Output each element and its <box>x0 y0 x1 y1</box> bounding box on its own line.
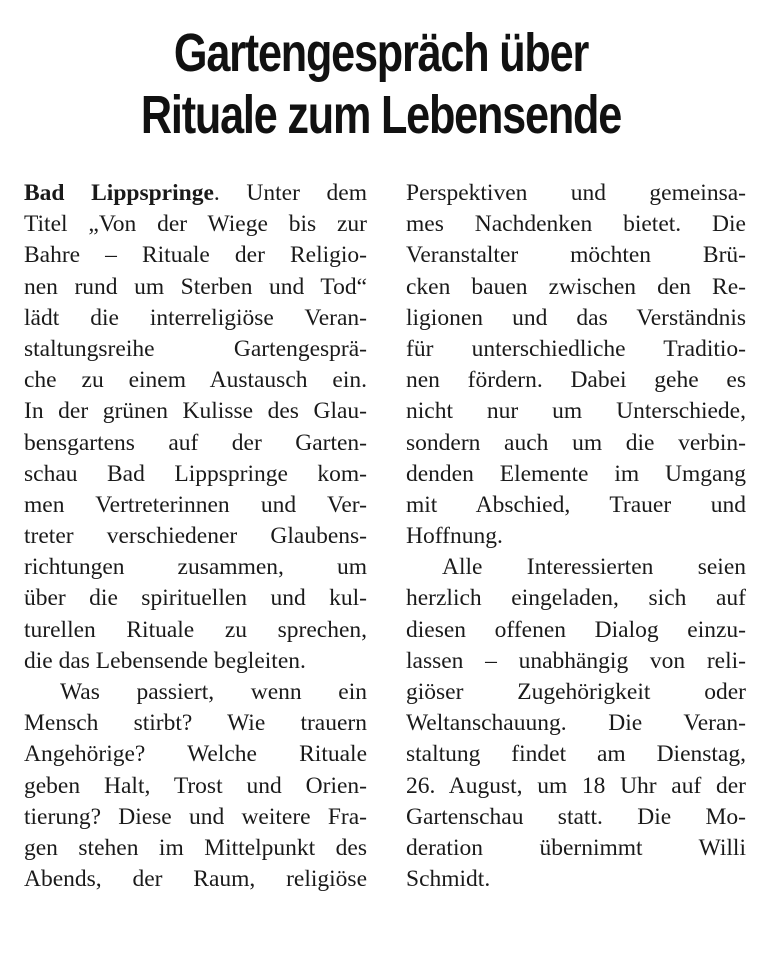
article-line: deration übernimmt Willi <box>406 834 746 861</box>
article-line: diesen offenen Dialog einzu- <box>406 616 746 643</box>
article-line: denden Elemente im Umgang <box>406 460 746 487</box>
article-line: Weltanschauung. Die Veran- <box>406 710 746 737</box>
article-line: Hoffnung. <box>406 523 503 550</box>
article-line: 26. August, um 18 Uhr auf der <box>406 772 746 799</box>
article-line: Titel „Von der Wiege bis zur <box>24 211 367 238</box>
article-line: nicht nur um Unterschiede, <box>406 398 746 425</box>
article-line: Schmidt. <box>406 866 491 893</box>
article-line: mes Nachdenken bietet. Die <box>406 211 746 238</box>
article-line: schau Bad Lippspringe kom- <box>24 460 367 487</box>
article-line: treter verschiedener Glaubens- <box>24 523 367 550</box>
article-line: Bahre – Rituale der Religio- <box>24 242 367 269</box>
headline-line-2: Rituale zum Lebensende <box>140 85 622 145</box>
article-line-text: . Unter dem <box>213 180 368 206</box>
article-line: Mensch stirbt? Wie trauern <box>24 710 367 737</box>
article-line: herzlich eingeladen, sich auf <box>406 585 746 612</box>
article-line: Perspektiven und gemeinsa- <box>406 180 746 206</box>
article-line: che zu einem Austausch ein. <box>24 367 367 394</box>
article-line: mit Abschied, Trauer und <box>406 491 746 518</box>
article-line: Alle Interessierten seien <box>442 554 746 581</box>
article-line: cken bauen zwischen den Re- <box>406 273 746 300</box>
article-line: über die spirituellen und kul- <box>24 585 367 612</box>
article-line: tierung? Diese und weitere Fra- <box>24 803 367 830</box>
article-line: lädt die interreligiöse Veran- <box>24 304 367 331</box>
article-line: bensgartens auf der Garten- <box>24 429 367 456</box>
article-line: für unterschiedliche Traditio- <box>406 335 746 362</box>
article-line: giöser Zugehörigkeit oder <box>406 679 746 705</box>
article-line: die das Lebensende begleiten. <box>24 647 306 674</box>
article-line: geben Halt, Trost und Orien- <box>24 772 367 799</box>
article-line: Abends, der Raum, religiöse <box>24 866 367 893</box>
article-line: gen stehen im Mittelpunkt des <box>24 834 367 861</box>
dateline: Bad Lippspringe <box>24 180 214 206</box>
article-column-left <box>24 178 367 895</box>
article-line: Veranstalter möchten Brü- <box>406 242 746 269</box>
article-line: staltung findet am Dienstag, <box>406 741 746 768</box>
article-line: Was passiert, wenn ein <box>60 679 367 705</box>
article-line: richtungen zusammen, um <box>24 554 367 581</box>
article-line <box>24 178 367 209</box>
headline <box>76 22 686 146</box>
article-line: ligionen und das Verständnis <box>406 304 746 331</box>
article-line: staltungsreihe Gartengesprä- <box>24 335 367 362</box>
article-line: Angehörige? Welche Rituale <box>24 741 367 768</box>
article-line: nen fördern. Dabei gehe es <box>406 367 746 394</box>
article-line: sondern auch um die verbin- <box>406 429 746 456</box>
headline-line-1: Gartengespräch über <box>173 23 589 83</box>
article-line: In der grünen Kulisse des Glau- <box>24 398 367 425</box>
article-column-right <box>406 178 746 895</box>
article-line: lassen – unabhängig von reli- <box>406 647 746 674</box>
article-line: nen rund um Sterben und Tod“ <box>24 273 367 300</box>
article-line: men Vertreterinnen und Ver- <box>24 491 367 518</box>
article-line: Gartenschau statt. Die Mo- <box>406 803 746 830</box>
article-line: turellen Rituale zu sprechen, <box>24 616 367 643</box>
